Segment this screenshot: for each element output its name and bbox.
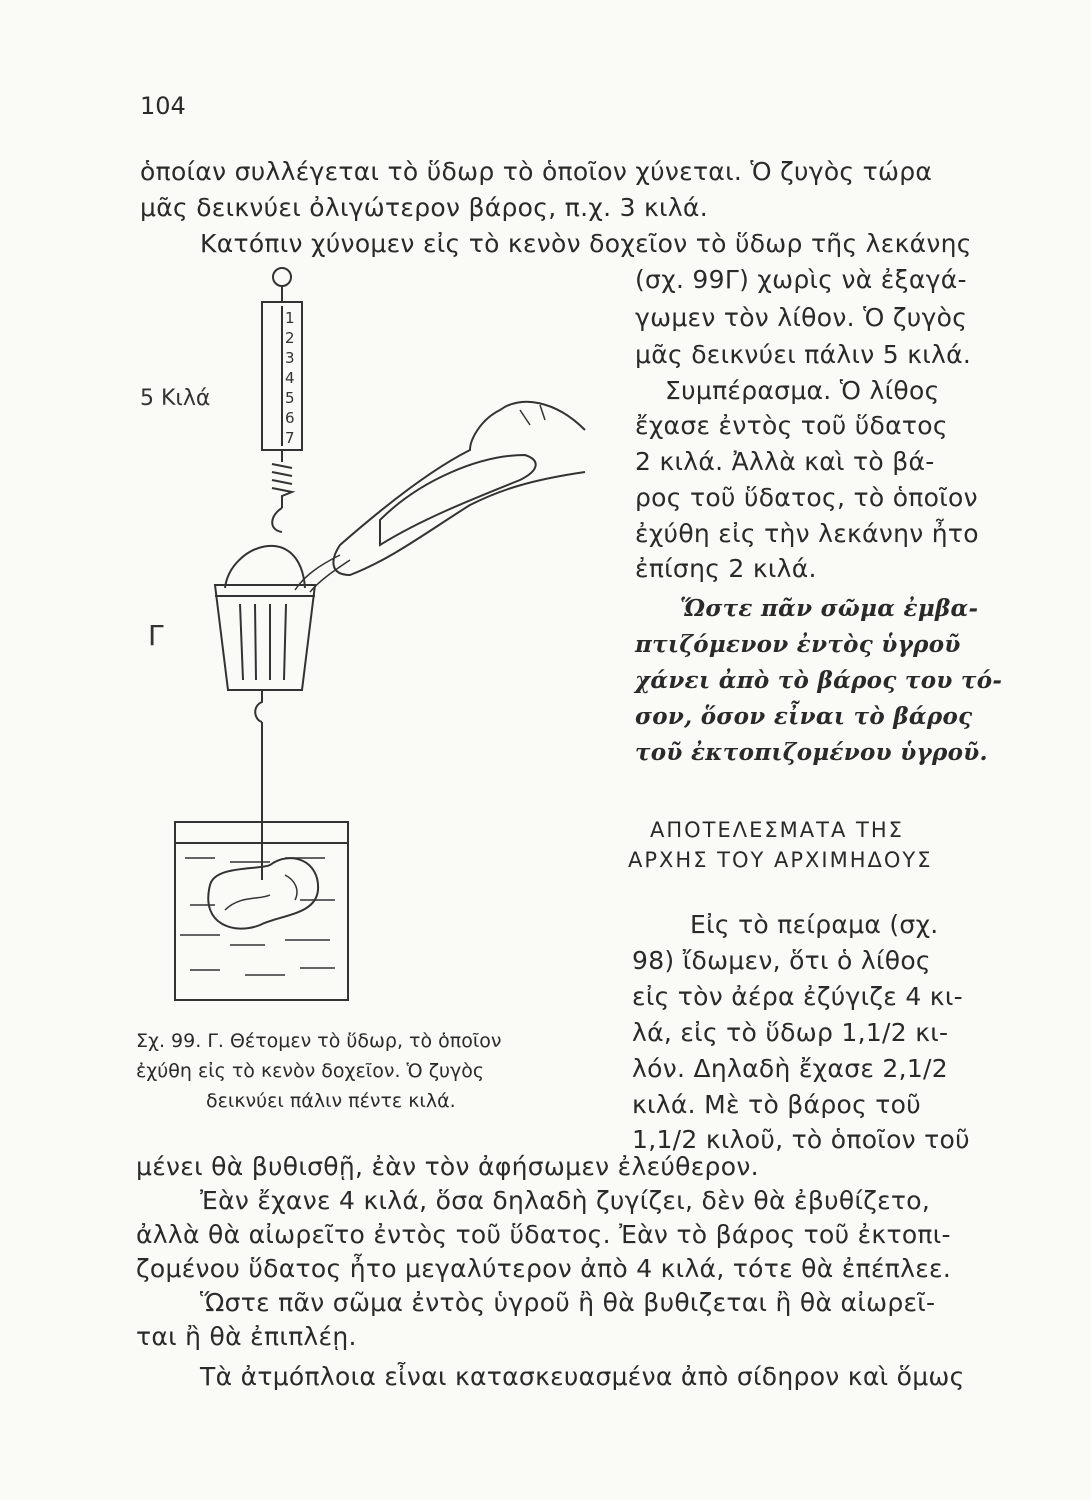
text-line: λόν. Δηλαδὴ ἔχασε 2,1/2: [632, 1054, 948, 1083]
conclusion-line: χάνει ἀπὸ τὸ βάρος του τό-: [635, 667, 1003, 694]
scale-ring: [273, 268, 291, 286]
text-line: ὁποίαν συλλέγεται τὸ ὕδωρ τὸ ὁποῖον χύνεται. Ὁ ζυγὸς τώρα: [140, 157, 933, 186]
text-line: Συμπέρασμα. Ὁ λίθος: [665, 376, 940, 405]
bucket-handle: [225, 546, 305, 588]
spring-coil: [272, 450, 292, 508]
figure-caption-line: δεικνύει πάλιν πέντε κιλά.: [206, 1090, 456, 1112]
text-line: Εἰς τὸ πείραμα (σχ.: [690, 910, 939, 939]
text-line: γωμεν τὸν λίθον. Ὁ ζυγὸς: [635, 303, 968, 332]
text-line: ται ἢ θὰ ἐπιπλέῃ.: [136, 1322, 357, 1351]
tray: [380, 455, 536, 545]
scale-mark: 3: [285, 349, 295, 367]
text-line: κιλά. Μὲ τὸ βάρος τοῦ: [632, 1090, 922, 1119]
figure-caption-line: Σχ. 99. Γ. Θέτομεν τὸ ὕδωρ, τὸ ὁποῖον: [136, 1030, 502, 1052]
text-line: Τὰ ἀτμόπλοια εἶναι κατασκευασμένα ἀπὸ σίδηρον καὶ ὅμως: [200, 1362, 965, 1391]
text-line: 2 κιλά. Ἀλλὰ καὶ τὸ βά-: [635, 447, 935, 476]
arm: [333, 402, 585, 575]
text-line: (σχ. 99Γ) χωρὶς νὰ ἐξαγά-: [635, 265, 967, 294]
text-line: Κατόπιν χύνομεν εἰς τὸ κενὸν δοχεῖον τὸ ὕδωρ τῆς λεκάνης: [200, 229, 972, 258]
scale-mark: 5: [285, 389, 295, 407]
text-line: 1,1/2 κιλοῦ, τὸ ὁποῖον τοῦ: [632, 1125, 970, 1154]
page-number: 104: [140, 92, 186, 120]
text-line: ζομένου ὕδατος ἦτο μεγαλύτερον ἀπὸ 4 κιλά, τότε θὰ ἐπέπλεε.: [136, 1254, 952, 1283]
text-line: ρος τοῦ ὕδατος, τὸ ὁποῖον: [635, 483, 978, 512]
text-line: μᾶς δεικνύει πάλιν 5 κιλά.: [635, 340, 972, 369]
scale-mark: 4: [285, 369, 295, 387]
weight-label: 5 Κιλά: [140, 386, 211, 411]
conclusion-line: πτιζόμενον ἐντὸς ὑγροῦ: [635, 631, 961, 658]
conclusion-line: σον, ὅσον εἶναι τὸ βάρος: [635, 703, 973, 730]
text-line: εἰς τὸν ἀέρα ἐζύγιζε 4 κι-: [632, 982, 963, 1011]
text-line: 98) ἴδωμεν, ὅτι ὁ λίθος: [632, 946, 931, 975]
figure-caption-line: ἐχύθη εἰς τὸ κενὸν δοχεῖον. Ὁ ζυγὸς: [136, 1060, 485, 1082]
text-line: ἐχύθη εἰς τὴν λεκάνην ἦτο: [635, 519, 979, 548]
section-heading-line: ΑΡΧΗΣ ΤΟΥ ΑΡΧΙΜΗΔΟΥΣ: [628, 848, 933, 872]
scale-mark: 7: [285, 429, 295, 447]
text-line: Ἐὰν ἔχανε 4 κιλά, ὅσα δηλαδὴ ζυγίζει, δὲν θὰ ἐβυθίζετο,: [200, 1186, 931, 1215]
scale-mark: 2: [285, 329, 295, 347]
figure-label-gamma: Γ: [148, 619, 164, 652]
section-heading-line: ΑΠΟΤΕΛΕΣΜΑΤΑ ΤΗΣ: [650, 818, 904, 842]
bucket: [215, 585, 315, 690]
text-line: μᾶς δεικνύει ὀλιγώτερον βάρος, π.χ. 3 κιλά.: [140, 193, 708, 222]
conclusion-line: τοῦ ἐκτοπιζομένου ὑγροῦ.: [635, 739, 988, 766]
scale-mark: 1: [285, 309, 295, 327]
text-line: λά, εἰς τὸ ὕδωρ 1,1/2 κι-: [632, 1018, 949, 1047]
text-line: ἔχασε ἐντὸς τοῦ ὕδατος: [635, 411, 948, 440]
text-line: ἐπίσης 2 κιλά.: [635, 554, 817, 583]
text-line: Ὥστε πᾶν σῶμα ἐντὸς ὑγροῦ ἢ θὰ βυθιζεται ἢ θὰ αἰωρεῖ-: [200, 1288, 936, 1317]
text-line: μένει θὰ βυθισθῇ, ἐὰν τὸν ἀφήσωμεν ἐλεύθερον.: [136, 1152, 759, 1181]
text-line: ἀλλὰ θὰ αἰωρεῖτο ἐντὸς τοῦ ὕδατος. Ἐὰν τὸ βάρος τοῦ ἐκτοπι-: [136, 1220, 951, 1249]
conclusion-line: Ὥστε πᾶν σῶμα ἐμβα-: [680, 595, 979, 622]
stone: [208, 858, 318, 928]
scale-mark: 6: [285, 409, 295, 427]
